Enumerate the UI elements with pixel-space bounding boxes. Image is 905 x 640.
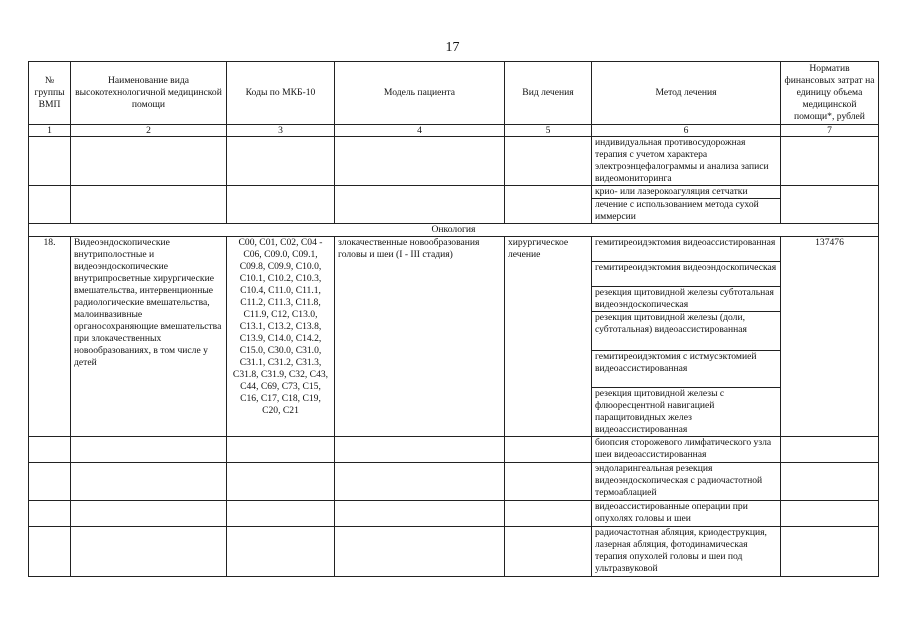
column-index: 1 <box>29 125 71 137</box>
column-index-row <box>29 125 879 137</box>
header-patient-model: Модель пациента <box>335 62 505 125</box>
header-care-type: Наименование вида высокотехнологичной медицинской помощи <box>71 62 227 125</box>
table-row <box>29 137 879 186</box>
group-number: 18. <box>29 237 71 437</box>
column-index: 4 <box>335 125 505 137</box>
method-cell: лечение с использованием метода сухой иммерсии <box>595 199 759 222</box>
table-row <box>29 437 879 463</box>
header-group-number: № группы ВМП <box>29 62 71 125</box>
section-title: Онкология <box>29 224 879 237</box>
vmp-table <box>28 61 879 577</box>
method-cell: гемитиреоидэктомия с истмусэктомией видеоассистированная <box>592 351 780 388</box>
method-cell: крио- или лазерокоагуляция сетчатки <box>592 186 780 199</box>
header-cost-standard: Норматив финансовых затрат на единицу объема медицинской помощи*, рублей <box>781 62 879 125</box>
column-index: 5 <box>505 125 592 137</box>
method-cell: резекция щитовидной железы с флюоресцентной навигацией паращитовидных желез видеоассистированная <box>595 388 725 435</box>
table-row <box>29 186 879 224</box>
icd-codes: C00, C01, C02, C04 - C06, C09.0, C09.1, C09.8, C09.9, C10.0, C10.1, C10.2, C10.3, C10.4, C11.0, C11.1, C11.2, C11.3, C11.8, C11.9, C12, C13.0, C13.1, C13.2, C13.8, C13.9, C14.0, C14.2, C15.0, C30.0, C31.0, C31.1, C31.2, C31.3, C31.8, C31.9, C32, C43, C44, C69, C73, C15, C16, C17, C18, C19, C20, C21 <box>227 237 335 437</box>
table-row <box>29 463 879 501</box>
method-cell: биопсия сторожевого лимфатического узла шеи видеоассистированная <box>592 437 781 463</box>
method-cell: резекция щитовидной железы (доли, субтотальная) видеоассистированная <box>592 312 780 351</box>
table-row <box>29 527 879 577</box>
column-index: 2 <box>71 125 227 137</box>
method-cell: видеоассистированные операции при опухолях головы и шеи <box>592 501 781 527</box>
method-cell: радиочастотная абляция, криодеструкция, лазерная абляция, фотодинамическая терапия опухолей головы и шеи под ультразвуковой <box>592 527 781 577</box>
method-cell: гемитиреоидэктомия видеоэндоскопическая <box>592 262 780 287</box>
header-icd-codes: Коды по МКБ-10 <box>227 62 335 125</box>
page-number: 17 <box>445 40 460 55</box>
method-cell: резекция щитовидной железы субтотальная видеоэндоскопическая <box>592 287 780 312</box>
header-treatment-method: Метод лечения <box>592 62 781 125</box>
patient-model: злокачественные новообразования головы и шеи (I - III стадия) <box>335 237 505 437</box>
table-row <box>29 237 879 437</box>
table-header-row <box>29 62 879 125</box>
table-row <box>29 501 879 527</box>
column-index: 3 <box>227 125 335 137</box>
header-treatment-type: Вид лечения <box>505 62 592 125</box>
cost-value: 137476 <box>781 237 879 437</box>
section-row <box>29 224 879 237</box>
method-cell: индивидуальная противосудорожная терапия с учетом характера электроэнцефалограммы и анализа записи видеомониторинга <box>592 137 781 186</box>
care-type-name: Видеоэндоскопические внутриполостные и видеоэндоскопические внутрипросветные хирургические вмешательства, интервенционные радиологические вмешательства, малоинвазивные органосохраняющие вмешательства при злокачественных новообразованиях, в том числе у детей <box>71 237 227 437</box>
method-cell: гемитиреоидэктомия видеоассистированная <box>592 237 780 262</box>
column-index: 7 <box>781 125 879 137</box>
column-index: 6 <box>592 125 781 137</box>
treatment-type: хирургическое лечение <box>505 237 592 437</box>
method-cell: эндоларингеальная резекция видеоэндоскопическая с радиочастотной термоаблацией <box>592 463 781 501</box>
